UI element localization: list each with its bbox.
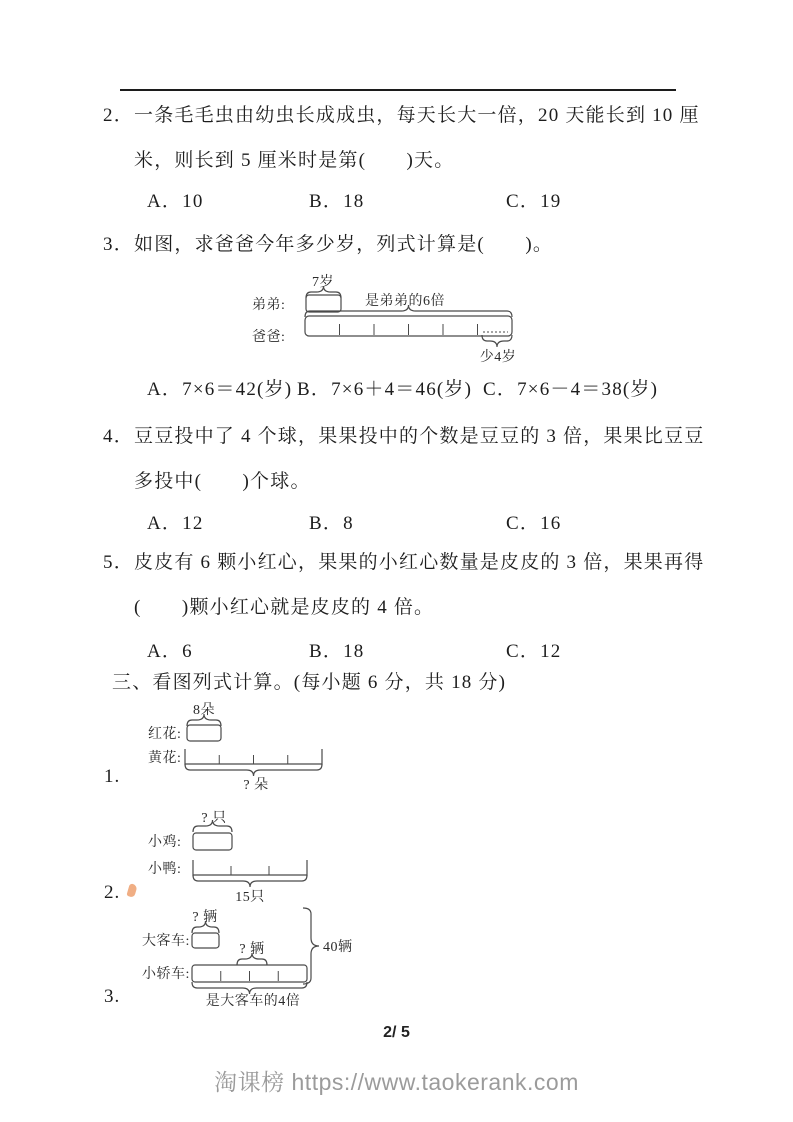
item-3-number: 3. [104, 986, 121, 1007]
scan-artifact-mark [126, 883, 137, 898]
question-4-option-b: B．8 [309, 513, 354, 534]
question-3-option-b: B．7×6＋4＝46(岁) [297, 379, 473, 400]
car-row-label: 小轿车: [142, 967, 190, 982]
brother-row-label: 弟弟: [252, 298, 286, 313]
duckling-bar [193, 860, 307, 875]
total-count-label: 40辆 [323, 940, 353, 955]
question-4-option-c: C．16 [506, 513, 562, 534]
bus-bar [192, 933, 219, 948]
question-5-option-a: A．6 [147, 641, 193, 662]
chick-count-label: ? 只 [201, 811, 227, 826]
brace-under-less-segment [482, 335, 512, 347]
car-multiple-label: 是大客车的4倍 [205, 994, 301, 1009]
father-row-label: 爸爸: [252, 330, 286, 345]
question-3-diagram [245, 268, 545, 380]
question-5-option-c: C．12 [506, 641, 562, 662]
bus-count-label: ? 辆 [192, 910, 218, 925]
brace-under-duckling-bar [193, 875, 307, 887]
section-3-title: 三、看图列式计算。(每小题 6 分，共 18 分) [112, 672, 507, 693]
red-flower-bar [187, 725, 221, 741]
question-3-number: 3． [103, 234, 134, 255]
red-flower-row-label: 红花: [148, 727, 182, 742]
chick-row-label: 小鸡: [148, 835, 182, 850]
red-flower-count-label: 8朵 [193, 703, 215, 718]
duckling-row-label: 小鸭: [148, 862, 182, 877]
item-1-number: 1. [104, 766, 121, 787]
brace-over-father-bar [305, 305, 512, 317]
top-divider [120, 89, 676, 91]
question-2-number: 2． [103, 105, 134, 126]
question-3-option-c: C．7×6－4＝38(岁) [483, 379, 659, 400]
car-count-label: ? 辆 [239, 942, 265, 957]
bus-row-label: 大客车: [142, 934, 190, 949]
question-2-line1: 一条毛毛虫由幼虫长成成虫，每天长大一倍，20 天能长到 10 厘 [134, 105, 700, 126]
question-2-line2: 米，则长到 5 厘米时是第( )天。 [134, 150, 455, 171]
question-5-line1: 皮皮有 6 颗小红心，果果的小红心数量是皮皮的 3 倍，果果再得 [134, 552, 705, 573]
yellow-flower-question-label: ? 朵 [243, 778, 269, 793]
watermark-text: 淘课榜 https://www.taokerank.com [214, 1069, 579, 1095]
question-2-option-c: C．19 [506, 191, 562, 212]
brace-under-car-bar [192, 982, 307, 994]
question-4-line1: 豆豆投中了 4 个球，果果投中的个数是豆豆的 3 倍，果果比豆豆 [134, 426, 705, 447]
total-right-brace [303, 908, 319, 984]
yellow-flower-row-label: 黄花: [148, 751, 182, 766]
question-4-option-a: A．12 [147, 513, 204, 534]
chick-bar [193, 833, 232, 850]
section3-item2-diagram [140, 806, 390, 906]
question-5-line2: ( )颗小红心就是皮皮的 4 倍。 [134, 597, 435, 618]
section3-item1-diagram [140, 698, 390, 794]
less-four-label: 少4岁 [479, 350, 517, 365]
brother-bar [306, 295, 341, 312]
question-2-option-a: A．10 [147, 191, 204, 212]
duckling-count-label: 15只 [235, 890, 265, 905]
section3-item3-diagram [140, 904, 375, 1009]
question-4-number: 4． [103, 426, 134, 447]
question-5-option-b: B．18 [309, 641, 365, 662]
page-number: 2/ 5 [383, 1024, 410, 1041]
question-3-line1: 如图，求爸爸今年多少岁，列式计算是( )。 [134, 234, 554, 255]
question-4-line2: 多投中( )个球。 [134, 471, 311, 492]
question-2-option-b: B．18 [309, 191, 365, 212]
question-3-option-a: A．7×6＝42(岁) [147, 379, 293, 400]
times-six-label: 是弟弟的6倍 [365, 294, 445, 309]
question-5-number: 5． [103, 552, 134, 573]
brother-age-label: 7岁 [312, 275, 334, 290]
item-2-number: 2. [104, 882, 121, 903]
brace-under-yellow-flower-bar [185, 764, 322, 776]
